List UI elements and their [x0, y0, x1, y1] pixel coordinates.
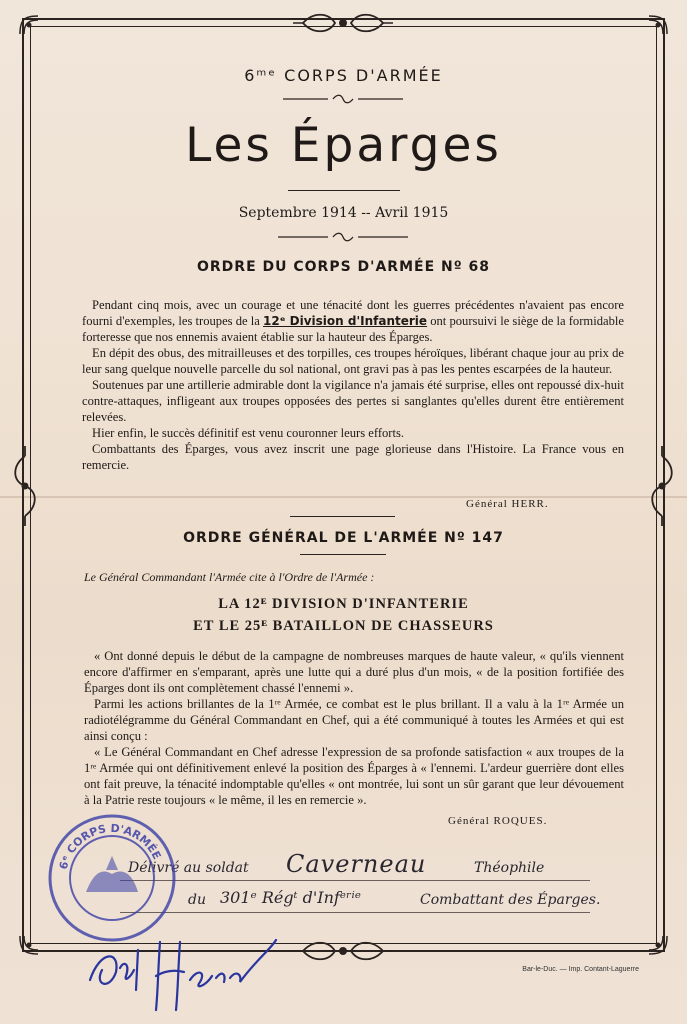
award-prefix: Délivré au soldat: [128, 860, 249, 876]
order-147-body: [84, 648, 624, 808]
page-title: Les Éparges: [185, 118, 502, 173]
corner-ornament-icon: [18, 14, 40, 36]
soldier-firstname: Théophile: [474, 860, 545, 876]
fill-line: [120, 912, 590, 913]
division-citation-line1: LA 12ᴱ DIVISION D'INFANTERIE: [218, 596, 469, 612]
fill-line: [120, 880, 590, 881]
divider: [288, 190, 400, 191]
paragraph: Combattants des Éparges, vous avez inscrit une page glorieuse dans l'Histoire. La France vous en remercie.: [82, 442, 624, 472]
division-highlight: 12ᵉ Division d'Infanterie: [263, 314, 428, 328]
corps-heading: 6ᵐᵉ CORPS D'ARMÉE: [244, 66, 443, 85]
paragraph: Soutenues par une artillerie admirable dont la vigilance n'a jamais été surprise, elles ont repoussé dix-huit contre-attaques, infligeant aux troupes opposées des pertes si sanglantes qu'elles durent être entièrement relevées.: [82, 378, 624, 424]
order-68-heading: ORDRE DU CORPS D'ARMÉE Nº 68: [197, 259, 490, 275]
small-flourish-icon: [283, 94, 403, 104]
corner-ornament-icon: [647, 14, 669, 36]
paragraph: En dépit des obus, des mitrailleuses et des torpilles, ces troupes héroïques, libérant chaque jour au prix de leur sang quelque nouvelle parcelle du sol national, ont gravi pas à pas les pentes escarpées de la hauteur.: [82, 346, 624, 376]
soldier-regiment: 301ᵉ Régᵗ d'Infᵉʳⁱᵉ: [220, 888, 361, 907]
date-range: Septembre 1914 -- Avril 1915: [238, 205, 449, 221]
order-68-body: [82, 297, 624, 473]
small-flourish-icon: [278, 232, 408, 242]
paragraph: Hier enfin, le succès définitif est venu couronner leurs efforts.: [92, 426, 405, 440]
corner-ornament-icon: [18, 934, 40, 956]
handwritten-signature: [80, 920, 280, 1020]
signature-herr: Général HERR.: [466, 498, 549, 510]
soldier-surname: Caverneau: [286, 850, 427, 878]
text-run: Pendant cinq mois, avec un courage et une ténacité dont les guerres précédentes n'avaient pas encore fourni d'exemples, les troupes de la: [82, 298, 624, 328]
top-scroll-ornament-icon: [293, 10, 393, 36]
stamp-text: 6ᵉ CORPS D'ARMÉE: [56, 821, 164, 871]
paragraph: Parmi les actions brillantes de la 1ʳᵉ Armée, ce combat est le plus brillant. Il a valu à la 1ʳᵉ Armée un radiotélégramme du Général Commandant en Chef, qui a été communiqué à toutes les Armées et qui est ainsi conçu :: [84, 697, 624, 743]
left-scroll-ornament-icon: [10, 446, 40, 526]
divider: [290, 516, 395, 517]
printer-credit: Bar-le-Duc. — Imp. Contant-Laguerre: [522, 966, 639, 973]
award-title: Combattant des Éparges.: [420, 892, 601, 908]
paragraph: [82, 297, 624, 345]
citation-intro: Le Général Commandant l'Armée cite à l'Ordre de l'Armée :: [84, 570, 375, 584]
order-147-heading: ORDRE GÉNÉRAL DE L'ARMÉE Nº 147: [183, 530, 504, 546]
signature-roques: Général ROQUES.: [448, 815, 548, 827]
bottom-scroll-ornament-icon: [293, 938, 393, 964]
award-regiment-prefix: du: [188, 892, 206, 908]
right-scroll-ornament-icon: [647, 446, 677, 526]
corner-ornament-icon: [647, 934, 669, 956]
paragraph: « Le Général Commandant en Chef adresse l'expression de sa profonde satisfaction « aux troupes de la 1ʳᵉ Armée qui ont définitivement enlevé la position des Éparges à « l'ennemi. L'ardeur guerrière dont elles ont fait preuve, la ténacité indomptable qu'elles « ont montrée, lui sont un sûr garant que leur dévouement à la Patrie reste toujours « le même, il les en remercie ».: [84, 745, 624, 807]
paragraph: « Ont donné depuis le début de la campagne de nombreuses marques de haute valeur, « qu'ils viennent encore d'affirmer en s'emparant, après une lutte qui a duré plus d'un mois, « de la position fortifiée des Éparges dont ils ont complètement chassé l'ennemi ».: [84, 649, 624, 695]
text-run: ont poursuivi le siège de la formidable forteresse que nos ennemis avaient établie sur la hauteur des Éparges.: [82, 314, 624, 344]
division-citation-line2: ET LE 25ᴱ BATAILLON DE CHASSEURS: [193, 618, 494, 634]
divider: [300, 554, 386, 555]
